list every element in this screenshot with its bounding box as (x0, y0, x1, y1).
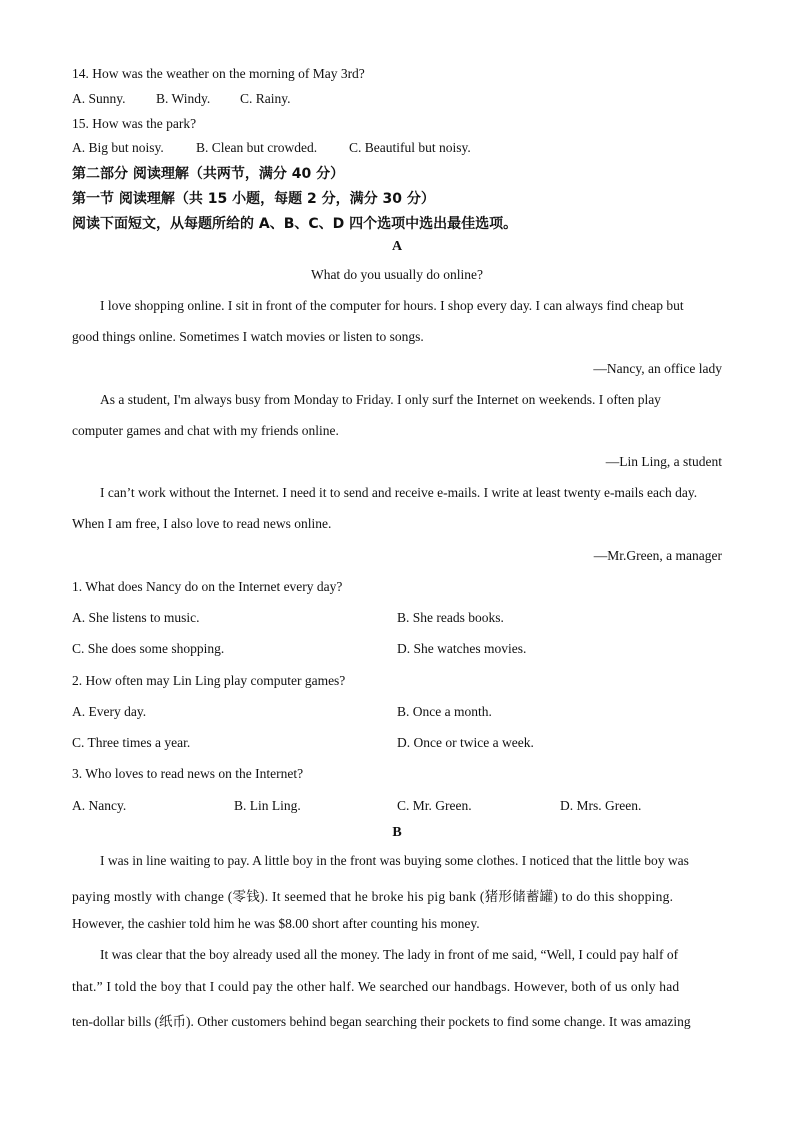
question-2-option-b: B. Once a month. (397, 704, 492, 719)
question-1-option-c: C. She does some shopping. (72, 641, 225, 656)
question-3-stem: 3. Who loves to read news on the Internet? (72, 766, 304, 781)
passage-b-label: B (392, 825, 402, 840)
question-15-option-c: C. Beautiful but noisy. (349, 140, 471, 155)
question-1-option-b: B. She reads books. (397, 610, 504, 625)
question-14-stem: 14. How was the weather on the morning of May 3rd? (72, 66, 365, 81)
question-1-option-d: D. She watches movies. (397, 641, 527, 656)
section-heading-part2: 第二部分 阅读理解（共两节，满分 40 分） (72, 166, 345, 182)
section-heading-part1: 第一节 阅读理解（共 15 小题，每题 2 分，满分 30 分） (72, 191, 435, 207)
passage-b-p2-line2: that.” I told the boy that I could pay the other half. We searched our handbags. However, both of us only had (72, 979, 680, 994)
question-3-option-a: A. Nancy. (72, 798, 127, 813)
passage-a-signature-mr-green: —Mr.Green, a manager (593, 548, 722, 563)
question-2-option-a: A. Every day. (72, 704, 147, 719)
section-instruction: 阅读下面短文，从每题所给的 A、B、C、D 四个选项中选出最佳选项。 (72, 216, 518, 232)
passage-a-p1-line1: I love shopping online. I sit in front of the computer for hours. I shop every day. I can always find cheap but (100, 298, 684, 313)
question-15-option-b: B. Clean but crowded. (196, 140, 318, 155)
passage-b-p2-line3: ten-dollar bills (纸币). Other customers behind began searching their pockets to find some change. It was amazing (72, 1014, 691, 1029)
question-15-stem: 15. How was the park? (72, 116, 197, 131)
passage-a-p3-line1: I can’t work without the Internet. I need it to send and receive e-mails. I write at least twenty e-mails each day. (100, 485, 698, 500)
passage-a-signature-lin-ling: —Lin Ling, a student (605, 454, 722, 469)
passage-a-title: What do you usually do online? (310, 267, 484, 282)
question-2-stem: 2. How often may Lin Ling play computer games? (72, 673, 346, 688)
question-15-option-a: A. Big but noisy. (72, 140, 164, 155)
passage-b-p1-line1: I was in line waiting to pay. A little boy in the front was buying some clothes. I noticed that the little boy was (100, 853, 689, 868)
passage-a-p2-line1: As a student, I'm always busy from Monday to Friday. I only surf the Internet on weekends. I often play (100, 392, 661, 407)
passage-b-p1-line2: paying mostly with change (零钱). It seemed that he broke his pig bank (猪形储蓄罐) to do this shopping. (72, 889, 674, 904)
passage-b-p2-line1: It was clear that the boy already used all the money. The lady in front of me said, “Well, I could pay half of (100, 947, 679, 962)
question-1-stem: 1. What does Nancy do on the Internet every day? (72, 579, 343, 594)
question-14-option-b: B. Windy. (156, 91, 211, 106)
passage-a-label: A (391, 239, 403, 254)
passage-b-p1-line3: However, the cashier told him he was $8.00 short after counting his money. (72, 916, 480, 931)
question-3-option-d: D. Mrs. Green. (560, 798, 642, 813)
question-14-option-a: A. Sunny. (72, 91, 126, 106)
passage-a-p1-line2: good things online. Sometimes I watch movies or listen to songs. (72, 329, 424, 344)
passage-a-signature-nancy: —Nancy, an office lady (593, 361, 722, 376)
question-3-option-b: B. Lin Ling. (234, 798, 301, 813)
question-14-option-c: C. Rainy. (240, 91, 291, 106)
passage-a-p3-line2: When I am free, I also love to read news online. (72, 516, 332, 531)
question-2-option-c: C. Three times a year. (72, 735, 191, 750)
question-3-option-c: C. Mr. Green. (397, 798, 472, 813)
question-2-option-d: D. Once or twice a week. (397, 735, 534, 750)
passage-a-p2-line2: computer games and chat with my friends online. (72, 423, 339, 438)
question-1-option-a: A. She listens to music. (72, 610, 200, 625)
